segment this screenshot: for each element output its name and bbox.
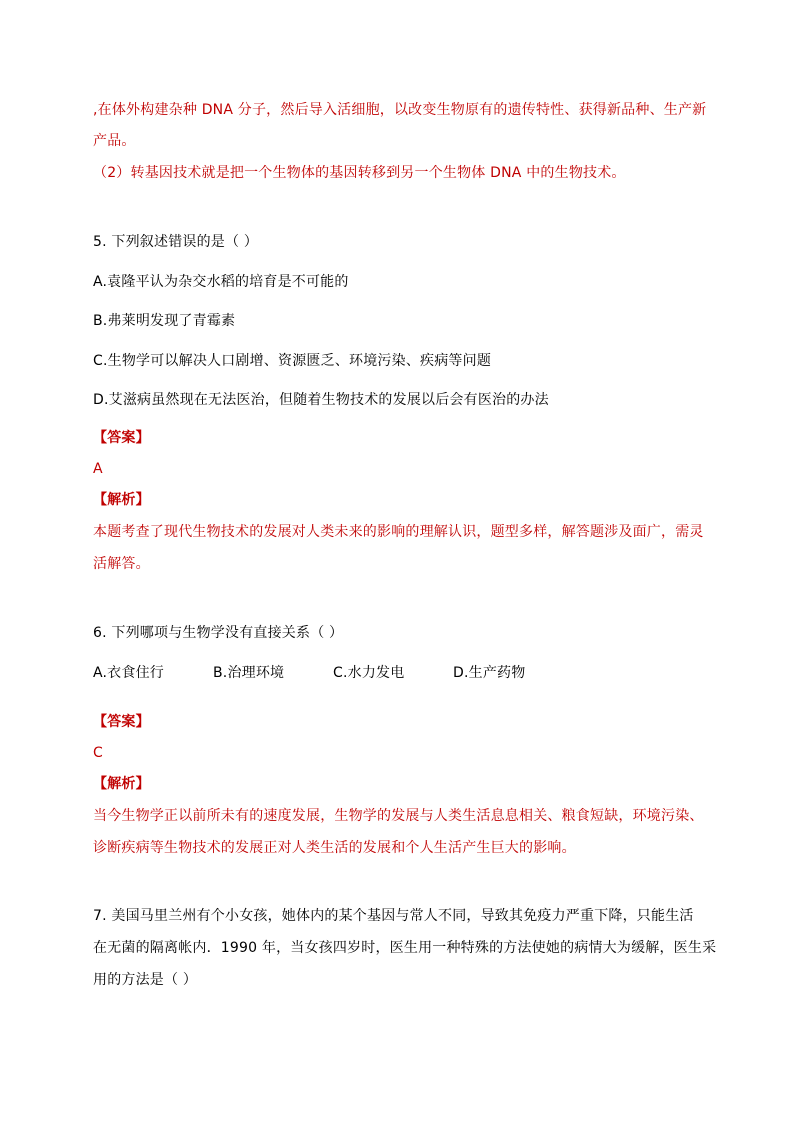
question-7-stem-line-2: 在无菌的隔离帐内．1990 年，当女孩四岁时，医生用一种特殊的方法使她的病情大为缓解，医生采 [93, 940, 717, 956]
question-6-stem: 6. 下列哪项与生物学没有直接关系（ ） [93, 625, 344, 641]
question-6-answer-label: 【答案】 [93, 714, 150, 730]
question-5-option-b: B.弗莱明发现了青霉素 [93, 313, 236, 329]
question-5-analysis-line-2: 活解答。 [93, 556, 150, 572]
question-5-analysis-label: 【解析】 [93, 492, 150, 508]
question-6-options [93, 663, 693, 683]
question-6-analysis-line-1: 当今生物学正以前所未有的速度发展，生物学的发展与人类生活息息相关、粮食短缺，环境污染、 [93, 808, 704, 824]
question-5-answer: A [93, 461, 103, 477]
intro-line-1: ,在体外构建杂种 DNA 分子，然后导入活细胞，以改变生物原有的遗传特性、获得新品种、生产新 [93, 102, 707, 118]
intro-line-3: （2）转基因技术就是把一个生物体的基因转移到另一个生物体 DNA 中的生物技术。 [93, 165, 626, 181]
question-6-answer: C [93, 745, 103, 761]
intro-line-2: 产品。 [93, 133, 136, 149]
question-6-option-c: C.水力发电 [333, 665, 405, 681]
question-6-option-b: B.治理环境 [213, 665, 285, 681]
question-5-option-d: D.艾滋病虽然现在无法医治，但随着生物技术的发展以后会有医治的办法 [93, 392, 549, 408]
question-5-stem: 5. 下列叙述错误的是（ ） [93, 234, 259, 250]
question-7-stem-line-3: 用的方法是（ ） [93, 972, 198, 988]
question-5-option-a: A.袁隆平认为杂交水稻的培育是不可能的 [93, 274, 349, 290]
question-5-answer-label: 【答案】 [93, 430, 150, 446]
question-6-analysis-label: 【解析】 [93, 776, 150, 792]
question-6-option-d: D.生产药物 [453, 665, 526, 681]
question-7-stem-line-1: 7. 美国马里兰州有个小女孩，她体内的某个基因与常人不同，导致其免疫力严重下降，只能生活 [93, 908, 694, 924]
question-5-analysis-line-1: 本题考查了现代生物技术的发展对人类未来的影响的理解认识，题型多样，解答题涉及面广，需灵 [93, 524, 704, 540]
question-6-analysis-line-2: 诊断疾病等生物技术的发展正对人类生活的发展和个人生活产生巨大的影响。 [93, 840, 576, 856]
question-6-option-a: A.衣食住行 [93, 665, 164, 681]
question-5-option-c: C.生物学可以解决人口剧增、资源匮乏、环境污染、疾病等问题 [93, 353, 492, 369]
